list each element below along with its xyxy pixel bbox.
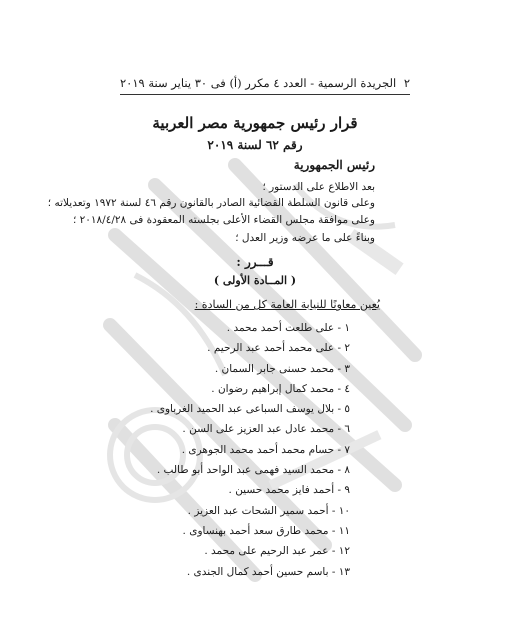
article-title: ( المــادة الأولى ) bbox=[213, 274, 297, 287]
appointment-intro: يُعين معاونًا للنيابة العامة كل من السادة : bbox=[194, 298, 380, 311]
preamble-line: وعلى قانون السلطة القضائية الصادر بالقانون رقم ٤٦ لسنة ١٩٧٢ وتعديلاته ؛ bbox=[47, 197, 375, 209]
header-divider bbox=[120, 94, 410, 95]
list-item: ٦ - محمد عادل عبد العزيز على السن . bbox=[182, 423, 350, 436]
list-item: ١٢ - عمر عبد الرحيم على محمد . bbox=[204, 545, 350, 558]
preamble-line: بعد الاطلاع على الدستور ؛ bbox=[262, 181, 375, 193]
president-heading: رئيس الجمهورية bbox=[293, 158, 375, 172]
list-item: ٧ - حسام محمد أحمد محمد الجوهرى . bbox=[181, 443, 350, 456]
decided-heading: قـــرر : bbox=[236, 255, 274, 269]
list-item: ٢ - على محمد أحمد عبد الرحيم . bbox=[207, 342, 350, 355]
list-item: ٩ - أحمد فايز محمد حسين . bbox=[228, 484, 350, 497]
list-item: ٨ - محمد السيد فهمى عبد الواحد أبو طالب . bbox=[156, 464, 350, 477]
preamble-line: وبناءً على ما عرضه وزير العدل ؛ bbox=[235, 232, 375, 244]
list-item: ٣ - محمد حسنى جابر السمان . bbox=[214, 362, 350, 375]
gazette-header bbox=[120, 76, 410, 90]
appointee-list bbox=[90, 318, 350, 582]
publication-info: الجريدة الرسمية - العدد ٤ مكرر (أ) فى ٣٠ يناير سنة ٢٠١٩ bbox=[120, 76, 397, 90]
list-item: ١ - على طلعت أحمد محمد . bbox=[226, 322, 350, 334]
list-item: ١٠ - أحمد سمير الشحات عبد العزيز . bbox=[187, 504, 350, 517]
list-item: ١١ - محمد طارق سعد أحمد بهنساوى . bbox=[182, 524, 350, 537]
decree-title: قرار رئيس جمهورية مصر العربية bbox=[152, 114, 358, 132]
list-item: ٤ - محمد كمال إبراهيم رضوان . bbox=[211, 382, 350, 395]
page-number: ٢ bbox=[403, 76, 410, 90]
preamble-line: وعلى موافقة مجلس القضاء الأعلى بجلسته المعقودة فى ٢٠١٨/٤/٢٨ ؛ bbox=[72, 214, 375, 226]
list-item: ١٣ - باسم حسين أحمد كمال الجندى . bbox=[186, 565, 350, 578]
decree-number: رقم ٦٢ لسنة ٢٠١٩ bbox=[207, 138, 303, 152]
list-item: ٥ - بلال يوسف السباعى عبد الحميد الغرباوى . bbox=[150, 403, 350, 416]
